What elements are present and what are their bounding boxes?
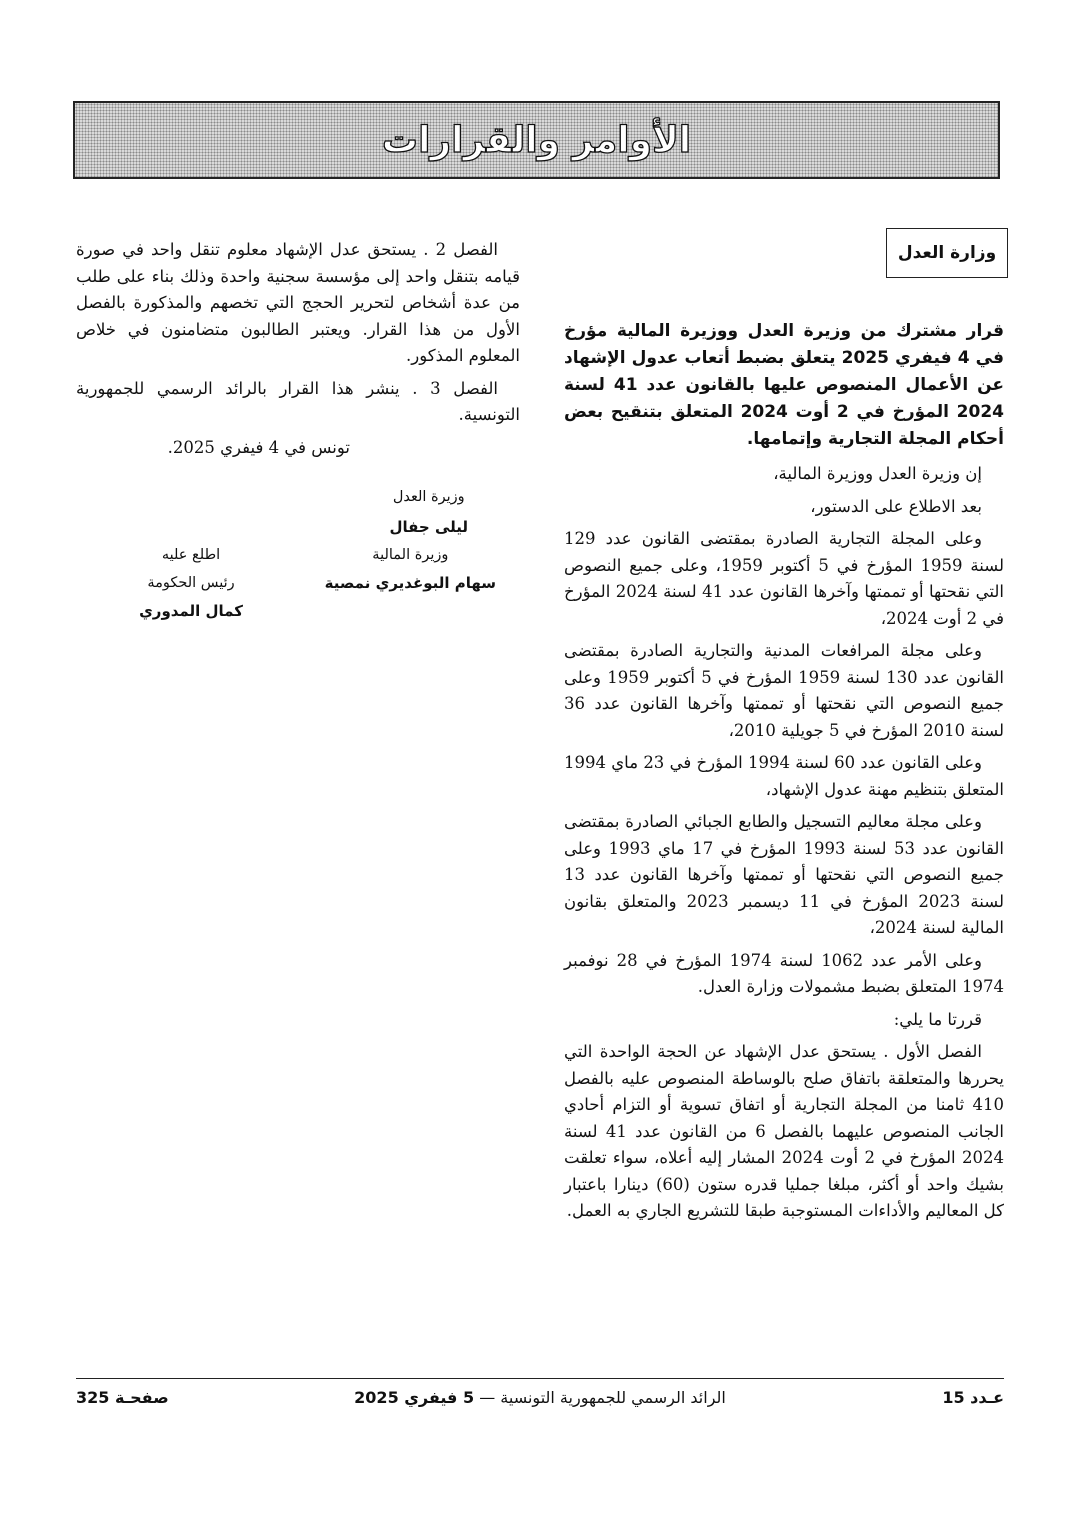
- paragraph: قررتا ما يلي:: [893, 1009, 982, 1029]
- journal-name: الرائد الرسمي للجمهورية التونسية —: [479, 1388, 726, 1407]
- left-column: [76, 237, 520, 467]
- paragraph: بعد الاطلاع على الدستور،: [810, 496, 982, 516]
- signature-role: وزيرة المالية: [372, 547, 449, 563]
- paragraph: وعلى مجلة معاليم التسجيل والطابع الجبائي الصادرة بمقتضى القانون عدد 53 لسنة 1993 المؤرخ في 17 ماي 1993 وعلى جميع النصوص التي نقحتها أو تممتها وآخرها القانون عدد 13 لسنة 2023 المؤرخ في 11 ديسمبر 2023 والمتعلق بقانون المالية لسنة 2024،: [564, 812, 1005, 937]
- paragraph: وعلى الأمر عدد 1062 لسنة 1974 المؤرخ في 28 نوفمبر 1974 المتعلق بضبط مشمولات وزارة العدل.: [564, 950, 1004, 996]
- paragraph: وعلى القانون عدد 60 لسنة 1994 المؤرخ في 23 ماي 1994 المتعلق بتنظيم مهنة عدول الإشهاد،: [564, 753, 1004, 799]
- signature-finance: [325, 544, 496, 594]
- journal-line: [354, 1388, 726, 1407]
- signature-pm: [126, 544, 256, 622]
- paragraph: وعلى مجلة المرافعات المدنية والتجارية الصادرة بمقتضى القانون عدد 130 لسنة 1959 المؤرخ في 5 أكتوبر 1959 وعلى جميع النصوص التي نقحتها أو تممتها وآخرها القانون عدد 36 لسنة 2010 المؤرخ في 5 جويلية 2010،: [564, 641, 1004, 740]
- paragraph: وعلى المجلة التجارية الصادرة بمقتضى القانون عدد 129 لسنة 1959 المؤرخ في 5 أكتوبر 1959، وعلى جميع النصوص التي نقحتها أو تممتها وآخرها القانون عدد 41 لسنة 2024 المؤرخ في 2 أوت 2024،: [564, 529, 1004, 628]
- date-line: تونس في 4 فيفري 2025.: [167, 437, 350, 457]
- signature-role: رئيس الحكومة: [147, 575, 235, 591]
- article-1: الفصل الأول . يستحق عدل الإشهاد عن الحجة الواحدة التي يحررها والمتعلقة باتفاق صلح بالوساطة المنصوص عليه بالفصل 410 ثامنا من المجلة التجارية أو اتفاق تسوية أو التزام أحادي الجانب المنصوص عليهما بالفصل 6 من القانون عدد 41 لسنة 2024 المؤرخ في 2 أوت 2024 المشار إليه أعلاه، سواء تعلقت بشيك واحد أو أكثر، مبلغا جمليا قدره ستون (60) دينارا باعتبار كل المعاليم والأداءات المستوجبة طبقا للتشريع الجاري به العمل.: [564, 1042, 1005, 1220]
- signature-name: ليلى جفال: [389, 518, 468, 536]
- signature-seen-label: اطلع عليه: [161, 547, 221, 563]
- section-banner: [73, 101, 1000, 179]
- article-3: الفصل 3 . ينشر هذا القرار بالرائد الرسمي للجمهورية التونسية.: [76, 378, 520, 424]
- decree-title: قرار مشترك من وزيرة العدل ووزيرة المالية مؤرخ في 4 فيفري 2025 يتعلق بضبط أتعاب عدول الإشهاد عن الأعمال المنصوص عليها بالقانون عدد 41 لسنة 2024 المؤرخ في 2 أوت 2024 المتعلق بتنقيح بعض أحكام المجلة التجارية وإتمامها.: [564, 321, 1005, 449]
- page-number: صفحـة 325: [76, 1388, 169, 1407]
- signature-name: كمال المدوري: [139, 602, 243, 620]
- signature-role: وزيرة العدل: [392, 489, 465, 505]
- page-footer: [76, 1388, 1004, 1412]
- footer-divider: [76, 1378, 1004, 1379]
- signature-name: سهام البوغديري نمصية: [324, 574, 496, 592]
- right-column: [564, 318, 1004, 1231]
- issue-number: عـدد 15: [942, 1388, 1004, 1407]
- signature-justice: [389, 486, 468, 538]
- section-title: الأوامر والقرارات: [381, 119, 692, 161]
- paragraph: إن وزيرة العدل ووزيرة المالية،: [773, 464, 982, 483]
- article-2: الفصل 2 . يستحق عدل الإشهاد معلوم تنقل واحد في صورة قيامه بتنقل واحد إلى مؤسسة سجنية واحدة وذلك بناء على طلب من عدة أشخاص لتحرير الحجج التي تخصهم والمذكورة بالفصل الأول من هذا القرار. ويعتبر الطالبون متضامنون في خلاص المعلوم المذكور.: [76, 240, 520, 365]
- ministry-label: وزارة العدل: [886, 228, 1008, 278]
- journal-date: 5 فيفري 2025: [354, 1388, 475, 1407]
